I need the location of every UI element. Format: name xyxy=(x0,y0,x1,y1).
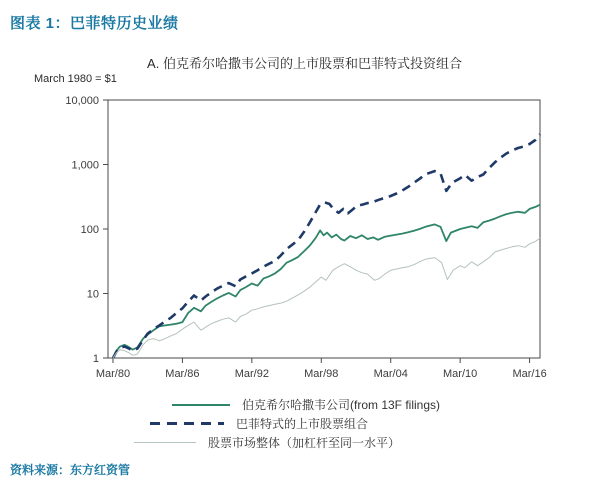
legend-swatch-dashed-navy-line xyxy=(150,422,224,425)
series-line-2 xyxy=(113,238,540,358)
legend-label: 巴菲特式的上市股票组合 xyxy=(236,417,369,431)
x-tick-label: Mar/86 xyxy=(165,368,200,380)
legend-swatch-solid-green-line xyxy=(172,404,230,406)
legend-label: 股票市场整体（加杠杆至同一水平） xyxy=(208,436,401,450)
y-tick-label: 10,000 xyxy=(65,95,99,107)
x-tick-label: Mar/10 xyxy=(443,368,478,380)
figure-caption: 图表 1：巴菲特历史业绩 xyxy=(10,15,179,32)
series-line-0 xyxy=(113,205,540,358)
y-tick-label: 1 xyxy=(92,353,99,365)
y-tick-label: 100 xyxy=(80,224,99,236)
plot-border xyxy=(108,100,540,358)
legend-item-berkshire xyxy=(172,396,440,413)
y-tick-label: 10 xyxy=(86,288,99,301)
chart-axis-unit-label: March 1980 = $1 xyxy=(34,73,117,85)
x-tick-label: Mar/16 xyxy=(512,368,547,380)
x-tick-label: Mar/80 xyxy=(95,368,131,380)
y-tick-label: 1,000 xyxy=(71,159,99,172)
source-attribution: 资料来源：东方红资管 xyxy=(10,463,131,477)
chart-title: A. 伯克希尔哈撒韦公司的上市股票和巴菲特式投资组合 xyxy=(147,56,462,71)
legend-label: 伯克希尔哈撒韦公司(from 13F filings) xyxy=(242,398,441,412)
legend-item-overall-market xyxy=(134,434,400,451)
x-tick-label: Mar/92 xyxy=(234,368,269,380)
legend-swatch-thin-gray-line xyxy=(134,442,196,443)
x-tick-label: Mar/98 xyxy=(304,368,339,380)
x-tick-label: Mar/04 xyxy=(373,368,408,380)
legend-item-buffett-style-portfolio xyxy=(150,415,368,432)
